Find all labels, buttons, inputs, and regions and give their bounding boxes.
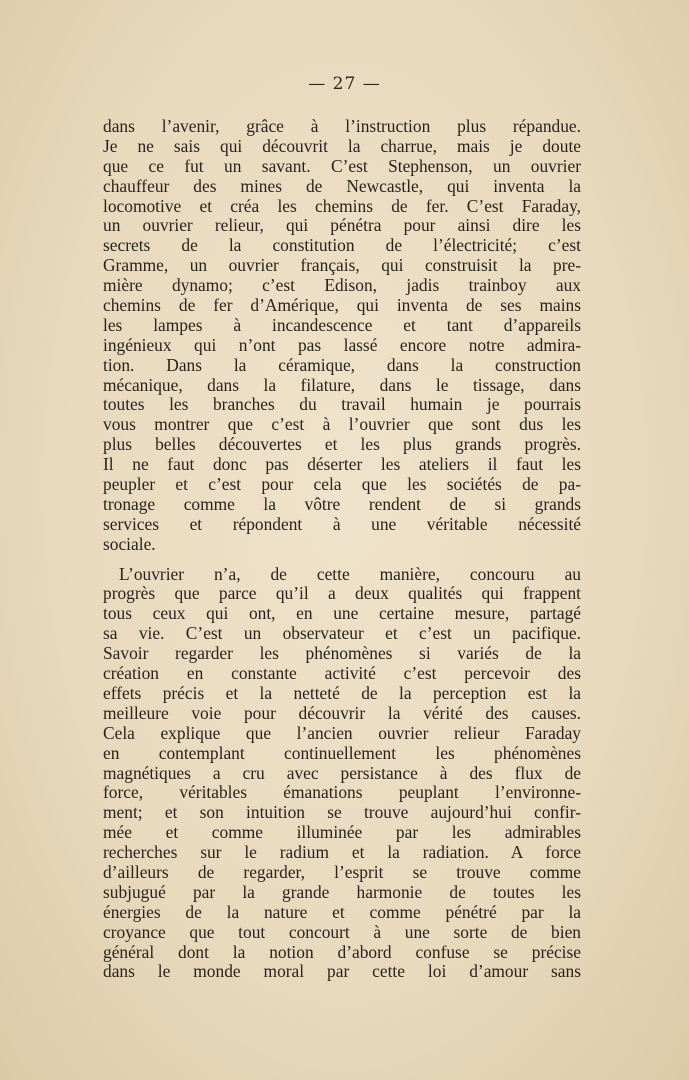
text-line: un ouvrier relieur, qui pénétra pour ainsi dire les [103, 215, 581, 236]
text-line: sociale. [103, 533, 156, 554]
text-line: recherches sur le radium et la radiation. A force [103, 842, 581, 863]
text-line: mée et comme illuminée par les admirables [103, 822, 581, 843]
text-line: dans l’avenir, grâce à l’instruction plus répandue. [103, 116, 581, 136]
text-line: création en constante activité c’est percevoir des [103, 663, 581, 684]
text-line: chemins de fer d’Amérique, qui inventa de ses mains [103, 295, 581, 316]
text-line: énergies de la nature et comme pénétré par la [103, 901, 581, 922]
text-line: d’ailleurs de regarder, l’esprit se trouve comme [103, 861, 581, 882]
text-line: tion. Dans la céramique, dans la construction [103, 354, 581, 375]
text-line: plus belles découvertes et les plus grands progrès. [103, 434, 581, 455]
text-line: que ce fut un savant. C’est Stephenson, un ouvrier [103, 155, 581, 176]
text-line: secrets de la constitution de l’électricité; c’est [103, 235, 581, 256]
text-line: mécanique, dans la filature, dans le tissage, dans [103, 374, 581, 395]
text-line: sa vie. C’est un observateur et c’est un pacifique. [103, 623, 581, 644]
text-line: force, véritables émanations peuplant l’environne- [103, 782, 581, 803]
text-line: tous ceux qui ont, en une certaine mesure, partagé [103, 603, 581, 624]
paragraph-2 [103, 565, 581, 983]
text-line: tronage comme la vôtre rendent de si grands [103, 493, 581, 514]
text-line: général dont la notion d’abord confuse se précise [103, 941, 581, 962]
text-line: vous montrer que c’est à l’ouvrier que sont dus les [103, 414, 581, 435]
paragraph-1 [103, 117, 581, 555]
text-line: magnétiques a cru avec persistance à des flux de [103, 762, 581, 783]
text-line: croyance que tout concourt à une sorte de bien [103, 921, 581, 942]
text-line: chauffeur des mines de Newcastle, qui inventa la [103, 175, 581, 196]
text-line: Cela explique que l’ancien ouvrier relieur Faraday [103, 722, 581, 743]
body-text [103, 117, 581, 982]
text-line: Je ne sais qui découvrit la charrue, mais je doute [103, 135, 581, 156]
text-line: ingénieux qui n’ont pas lassé encore notre admira- [103, 334, 581, 355]
text-line: Il ne faut donc pas déserter les ateliers il faut les [103, 454, 581, 475]
page-number: — 27 — [308, 74, 381, 94]
text-line: Gramme, un ouvrier français, qui construisit la pre- [103, 255, 581, 276]
text-line: en contemplant continuellement les phénomènes [103, 742, 581, 763]
text-line: subjugué par la grande harmonie de toutes les [103, 881, 581, 902]
text-line: locomotive et créa les chemins de fer. C’est Faraday, [103, 195, 581, 216]
text-line: mière dynamo; c’est Edison, jadis trainboy aux [103, 275, 581, 296]
text-line: progrès que parce qu’il a deux qualités qui frappent [103, 583, 581, 604]
text-line: toutes les branches du travail humain je pourrais [103, 394, 581, 415]
text-line: meilleure voie pour découvrir la vérité des causes. [103, 702, 581, 723]
text-line: les lampes à incandescence et tant d’appareils [103, 314, 581, 335]
text-line: services et répondent à une véritable nécessité [103, 513, 581, 534]
text-line: peupler et c’est pour cela que les sociétés de pa- [103, 474, 581, 495]
text-line: effets précis et la netteté de la perception est la [103, 682, 581, 703]
text-line: L’ouvrier n’a, de cette manière, concouru au [119, 563, 581, 584]
text-line: dans le monde moral par cette loi d’amour sans [103, 961, 581, 982]
text-line: Savoir regarder les phénomènes si variés de la [103, 643, 581, 664]
text-line: ment; et son intuition se trouve aujourd’hui confir- [103, 802, 581, 823]
